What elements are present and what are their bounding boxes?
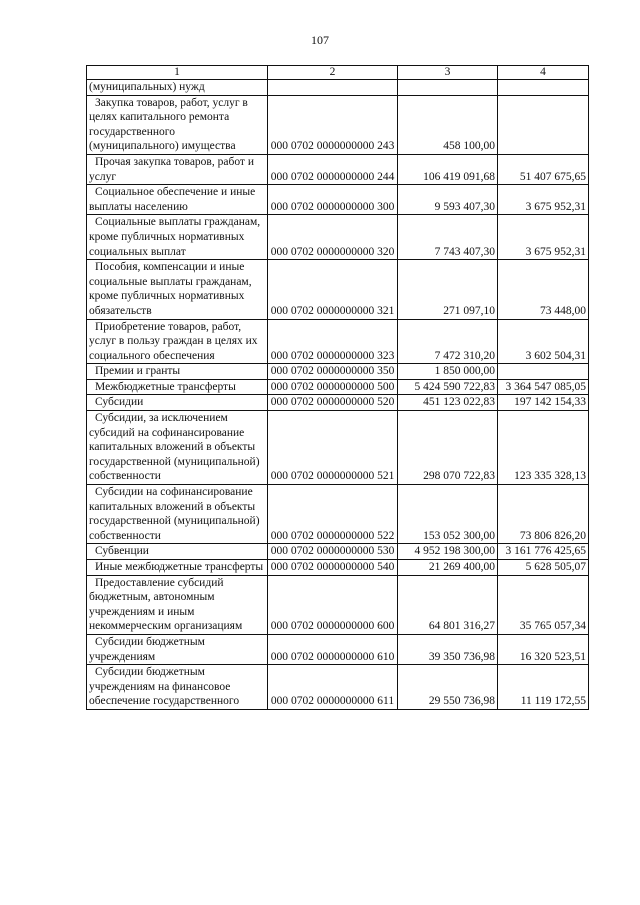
row-code: 000 0702 0000000000 540 xyxy=(270,561,395,573)
row-name: Социальные выплаты гражданам, кроме публичных нормативных социальных выплат xyxy=(89,216,261,258)
row-code: 000 0702 0000000000 500 xyxy=(270,380,395,393)
row-amount-col3: 21 269 400,00 xyxy=(398,560,498,576)
row-amount-col4: 16 320 523,51 xyxy=(498,634,589,664)
table-row xyxy=(87,95,589,154)
row-code: 000 0702 0000000000 320 xyxy=(270,245,395,258)
row-name-cell xyxy=(87,411,268,485)
row-name-cell xyxy=(87,80,268,96)
row-amount-col4: 3 675 952,31 xyxy=(498,185,589,215)
row-amount-col4: 73 448,00 xyxy=(498,260,589,319)
row-code: 000 0702 0000000000 321 xyxy=(270,304,395,317)
row-amount-col3: 9 593 407,30 xyxy=(398,185,498,215)
row-name-cell xyxy=(87,395,268,411)
row-name: Приобретение товаров, работ, услуг в пользу граждан в целях их социального обеспечения xyxy=(89,320,258,362)
row-amount-col3: 106 419 091,68 xyxy=(398,154,498,184)
column-header-1: 1 xyxy=(87,66,268,80)
row-amount-col3: 7 472 310,20 xyxy=(398,319,498,364)
row-name-cell xyxy=(87,544,268,560)
row-code-cell xyxy=(268,395,398,411)
row-name-cell xyxy=(87,319,268,364)
row-amount-col3: 7 743 407,30 xyxy=(398,215,498,260)
row-name: Социальное обеспечение и иные выплаты населению xyxy=(89,186,256,213)
row-amount-col3: 39 350 736,98 xyxy=(398,634,498,664)
row-name-cell xyxy=(87,379,268,395)
row-name: Субсидии, за исключением субсидий на софинансирование капитальных вложений в объекты государственной (муниципальной) собственности xyxy=(89,412,260,483)
row-amount-col3: 458 100,00 xyxy=(398,95,498,154)
row-name: Субсидии бюджетным учреждениям на финансовое обеспечение государственного xyxy=(89,666,240,708)
table-row xyxy=(87,411,589,485)
column-header-2: 2 xyxy=(268,66,398,80)
row-amount-col4: 73 806 826,20 xyxy=(498,485,589,544)
row-name-cell xyxy=(87,560,268,576)
row-name: Субсидии xyxy=(95,396,144,409)
column-header-3: 3 xyxy=(398,66,498,80)
row-code-cell xyxy=(268,319,398,364)
row-amount-col4: 51 407 675,65 xyxy=(498,154,589,184)
row-name-cell xyxy=(87,575,268,634)
table-row xyxy=(87,544,589,560)
table-row xyxy=(87,560,589,576)
row-code-cell xyxy=(268,411,398,485)
table-row xyxy=(87,665,589,710)
row-name: Премии и гранты xyxy=(95,365,181,378)
row-code-cell xyxy=(268,95,398,154)
row-name: Иные межбюджетные трансферты xyxy=(95,561,264,573)
row-name-cell xyxy=(87,485,268,544)
row-name-cell xyxy=(87,634,268,664)
row-amount-col3: 29 550 736,98 xyxy=(398,665,498,710)
row-amount-col4: 5 628 505,07 xyxy=(498,560,589,576)
row-code: 000 0702 0000000000 522 xyxy=(270,529,395,542)
row-code-cell xyxy=(268,80,398,96)
row-code-cell xyxy=(268,634,398,664)
row-code: 000 0702 0000000000 610 xyxy=(270,650,395,663)
row-name-cell xyxy=(87,154,268,184)
row-amount-col4 xyxy=(498,95,589,154)
row-code: 000 0702 0000000000 243 xyxy=(270,140,395,153)
row-code: 000 0702 0000000000 323 xyxy=(270,349,395,362)
row-amount-col4 xyxy=(498,80,589,96)
row-code-cell xyxy=(268,364,398,380)
row-code: 000 0702 0000000000 350 xyxy=(270,365,395,378)
table-row xyxy=(87,575,589,634)
table-row xyxy=(87,395,589,411)
column-header-4: 4 xyxy=(498,66,589,80)
row-amount-col3: 64 801 316,27 xyxy=(398,575,498,634)
row-code-cell xyxy=(268,260,398,319)
row-amount-col4: 11 119 172,55 xyxy=(498,665,589,710)
row-name-cell xyxy=(87,260,268,319)
page-number: 107 xyxy=(311,33,329,47)
row-name: Предоставление субсидий бюджетным, автономным учреждениям и иным некоммерческим организациям xyxy=(89,576,243,633)
row-code: 000 0702 0000000000 521 xyxy=(270,470,395,483)
row-amount-col3: 451 123 022,83 xyxy=(398,395,498,411)
row-name: Пособия, компенсации и иные социальные выплаты гражданам, кроме публичных нормативных обязательств xyxy=(89,261,252,317)
table-row xyxy=(87,634,589,664)
row-amount-col3: 153 052 300,00 xyxy=(398,485,498,544)
row-amount-col4: 3 602 504,31 xyxy=(498,319,589,364)
row-amount-col3: 298 070 722,83 xyxy=(398,411,498,485)
table-row xyxy=(87,319,589,364)
budget-table xyxy=(86,65,589,710)
row-code: 000 0702 0000000000 611 xyxy=(270,695,395,708)
row-code-cell xyxy=(268,544,398,560)
table-row xyxy=(87,80,589,96)
row-code-cell xyxy=(268,665,398,710)
row-amount-col3: 5 424 590 722,83 xyxy=(398,379,498,395)
row-name: Субсидии бюджетным учреждениям xyxy=(89,635,205,663)
row-code-cell xyxy=(268,575,398,634)
row-name: Субвенции xyxy=(95,545,149,558)
row-code-cell xyxy=(268,215,398,260)
row-amount-col4: 35 765 057,34 xyxy=(498,575,589,634)
row-amount-col4 xyxy=(498,364,589,380)
table-row xyxy=(87,379,589,395)
row-name-cell xyxy=(87,364,268,380)
table-row xyxy=(87,485,589,544)
row-code: 000 0702 0000000000 600 xyxy=(270,620,395,633)
row-name: Закупка товаров, работ, услуг в целях капитального ремонта государственного (муниципального) имущества xyxy=(89,96,248,153)
table-row xyxy=(87,154,589,184)
row-amount-col4: 123 335 328,13 xyxy=(498,411,589,485)
row-name: Субсидии на софинансирование капитальных вложений в объекты государственной (муниципальной) собственности xyxy=(89,486,260,542)
row-amount-col3 xyxy=(398,80,498,96)
row-code: 000 0702 0000000000 520 xyxy=(270,396,395,409)
row-amount-col4: 3 675 952,31 xyxy=(498,215,589,260)
row-code: 000 0702 0000000000 530 xyxy=(270,545,395,558)
row-name: Межбюджетные трансферты xyxy=(95,380,236,393)
table-row xyxy=(87,364,589,380)
row-amount-col3: 271 097,10 xyxy=(398,260,498,319)
row-code-cell xyxy=(268,485,398,544)
table-row xyxy=(87,260,589,319)
row-code-cell xyxy=(268,379,398,395)
row-code-cell xyxy=(268,185,398,215)
row-code-cell xyxy=(268,154,398,184)
table-row xyxy=(87,215,589,260)
row-code: 000 0702 0000000000 300 xyxy=(270,200,395,213)
row-name-cell xyxy=(87,215,268,260)
row-amount-col3: 1 850 000,00 xyxy=(398,364,498,380)
row-amount-col3: 4 952 198 300,00 xyxy=(398,544,498,560)
row-code-cell xyxy=(268,560,398,576)
row-name-cell xyxy=(87,95,268,154)
table-header-row xyxy=(87,66,589,80)
row-amount-col4: 3 364 547 085,05 xyxy=(498,379,589,395)
row-amount-col4: 3 161 776 425,65 xyxy=(498,544,589,560)
row-code: 000 0702 0000000000 244 xyxy=(270,170,395,183)
table-row xyxy=(87,185,589,215)
row-name-cell xyxy=(87,185,268,215)
row-amount-col4: 197 142 154,33 xyxy=(498,395,589,411)
row-name: Прочая закупка товаров, работ и услуг xyxy=(89,155,254,183)
row-name-cell xyxy=(87,665,268,710)
row-name: (муниципальных) нужд xyxy=(89,81,205,93)
